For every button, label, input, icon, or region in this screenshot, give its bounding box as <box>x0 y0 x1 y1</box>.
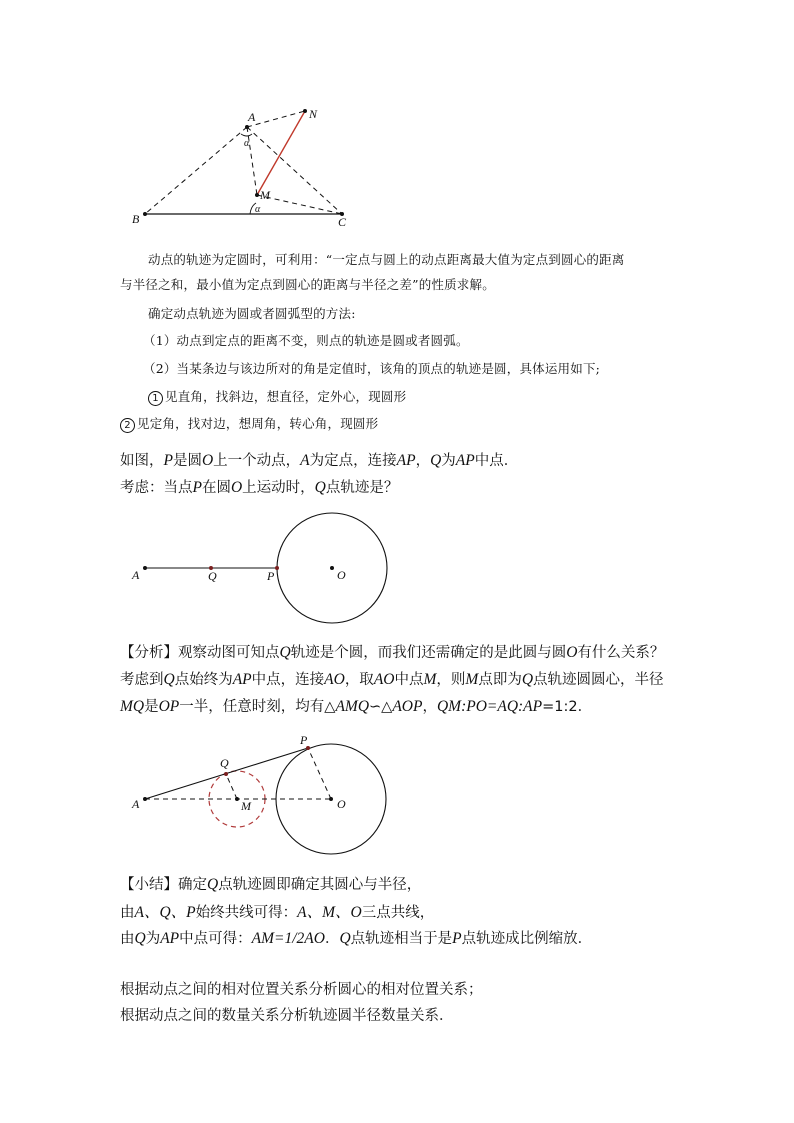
summary-line-3: 由Q为AP中点可得：AM=1/2AO．Q点轨迹相当于是P点轨迹成比例缩放． <box>120 930 593 947</box>
point-p <box>275 566 279 570</box>
label-alpha-bottom: α <box>255 204 261 215</box>
intro-line-2: 与半径之和，最小值为定点到圆心的距离与半径之差”的性质求解。 <box>120 277 495 292</box>
label-m: M <box>241 799 251 813</box>
segment-an <box>247 111 305 127</box>
label-q: Q <box>208 569 217 583</box>
label-m: M <box>260 188 270 202</box>
label-o: O <box>337 568 346 582</box>
method-title: 确定动点轨迹为圆或者圆弧型的方法: <box>148 306 356 321</box>
analysis-line-2: 考虑到Q点始终为AP中点，连接AO，取AO中点M，则M点即为Q点轨迹圆圆心，半径 <box>120 671 664 688</box>
circled-number-2: 2 <box>120 418 135 433</box>
segment-mn-red <box>257 111 305 195</box>
example-line-1: 如图，P是圆O上一个动点，A为定点，连接AP，Q为AP中点． <box>120 452 519 469</box>
method-sub-1: 1 见直角，找斜边，想直径，定外心，现圆形 <box>148 387 406 406</box>
analysis-line-1: 【分析】观察动图可知点Q轨迹是个圆，而我们还需确定的是此圆与圆O有什么关系？ <box>120 644 665 661</box>
point-n <box>303 109 307 113</box>
point-m <box>255 193 259 197</box>
method-item-1: （1）动点到定点的距离不变，则点的轨迹是圆或者圆弧。 <box>143 333 469 348</box>
figure-locus-circle <box>120 730 400 860</box>
point-a <box>143 566 147 570</box>
point-q <box>224 772 228 776</box>
label-n: N <box>309 107 318 121</box>
intro-line-1: 动点的轨迹为定圆时，可利用：“一定点与圆上的动点距离最大值为定点到圆心的距离 <box>148 252 625 267</box>
label-q: Q <box>220 756 229 770</box>
closing-line-2: 根据动点之间的数量关系分析轨迹圆半径数量关系． <box>120 1008 454 1024</box>
label-a: A <box>132 797 140 811</box>
label-p: P <box>267 569 275 583</box>
figure-circle-aqp <box>120 508 400 633</box>
figure-triangle-amn <box>120 100 360 230</box>
point-a <box>143 797 147 801</box>
analysis-line-3: MQ是OP一半，任意时刻，均有△AMQ∽△AOP，QM:PO=AQ:AP=1:2． <box>120 698 593 715</box>
label-b: B <box>132 212 140 226</box>
segment-op <box>308 748 331 799</box>
label-o: O <box>337 797 346 811</box>
segment-ab <box>145 127 247 214</box>
closing-line-1: 根据动点之间的相对位置关系分析圆心的相对位置关系； <box>120 982 483 998</box>
point-m <box>235 797 239 801</box>
summary-line-1: 【小结】确定Q点轨迹圆即确定其圆心与半径， <box>120 876 422 893</box>
point-o <box>329 797 333 801</box>
segment-mq <box>226 774 237 799</box>
label-p: P <box>300 733 308 747</box>
point-a <box>245 125 249 129</box>
label-a: A <box>248 110 256 124</box>
label-c: C <box>338 215 347 229</box>
method-sub-2: 2 见定角，找对边，想周角，转心角，现圆形 <box>120 414 378 433</box>
point-b <box>143 212 147 216</box>
point-o <box>330 566 334 570</box>
angle-arc-top <box>241 134 252 136</box>
method-item-2: （2）当某条边与该边所对的角是定值时，该角的顶点的轨迹是圆，具体运用如下; <box>143 361 601 376</box>
label-a: A <box>132 568 140 582</box>
circled-number-1: 1 <box>148 391 163 406</box>
label-alpha-top: α <box>244 138 250 149</box>
example-line-2: 考虑：当点P在圆O上运动时，Q点轨迹是？ <box>120 479 399 496</box>
summary-line-2: 由A、Q、P始终共线可得：A、M、O三点共线， <box>120 904 435 921</box>
